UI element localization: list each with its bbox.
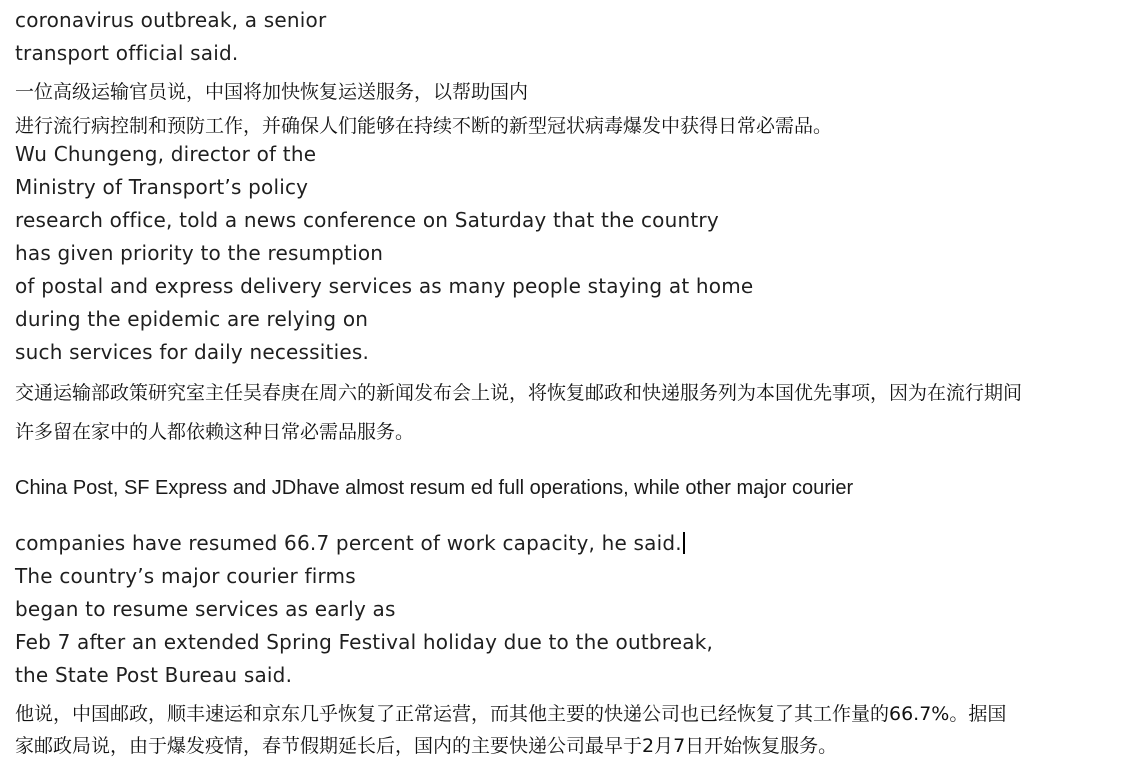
text-line-en: China Post, SF Express and JDhave almost resum ed full operations, while other major courier: [15, 477, 854, 499]
text-line-en: during the epidemic are relying on: [15, 307, 369, 331]
text-line-en-with-cursor[interactable]: [15, 531, 685, 555]
document-body[interactable]: [15, 0, 1135, 759]
text-line-en: coronavirus outbreak, a senior: [15, 8, 327, 32]
text-line-en: has given priority to the resumption: [15, 241, 384, 265]
text-line-zh: 一位高级运输官员说，中国将加快恢复运送服务，以帮助国内: [15, 81, 529, 103]
text-line-en: Ministry of Transport’s policy: [15, 175, 309, 199]
text-line-en: research office, told a news conference on Saturday that the country: [15, 208, 719, 232]
text-line-en: Feb 7 after an extended Spring Festival holiday due to the outbreak,: [15, 630, 714, 654]
text-line-en: The country’s major courier firms: [15, 564, 356, 588]
text-cursor: [683, 532, 685, 554]
text-line-en: began to resume services as early as: [15, 597, 396, 621]
text-line-zh: 交通运输部政策研究室主任吴春庚在周六的新闻发布会上说，将恢复邮政和快递服务列为本国优先事项，因为在流行期间: [15, 382, 1023, 404]
text-line-en: Wu Chungeng, director of the: [15, 142, 317, 166]
text-line-content: companies have resumed 66.7 percent of work capacity, he said.: [15, 531, 682, 555]
text-line-en: transport official said.: [15, 41, 239, 65]
text-line-zh: 许多留在家中的人都依赖这种日常必需品服务。: [15, 421, 415, 443]
text-line-en: of postal and express delivery services as many people staying at home: [15, 274, 754, 298]
text-line-en: the State Post Bureau said.: [15, 663, 293, 687]
text-line-en: such services for daily necessities.: [15, 340, 370, 364]
text-line-zh: 家邮政局说，由于爆发疫情，春节假期延长后，国内的主要快递公司最早于2月7日开始恢复服务。: [15, 735, 838, 757]
text-line-zh: 进行流行病控制和预防工作，并确保人们能够在持续不断的新型冠状病毒爆发中获得日常必需品。: [15, 115, 833, 137]
text-line-zh: 他说，中国邮政，顺丰速运和京东几乎恢复了正常运营，而其他主要的快递公司也已经恢复了其工作量的66.7%。据国: [15, 703, 1007, 725]
